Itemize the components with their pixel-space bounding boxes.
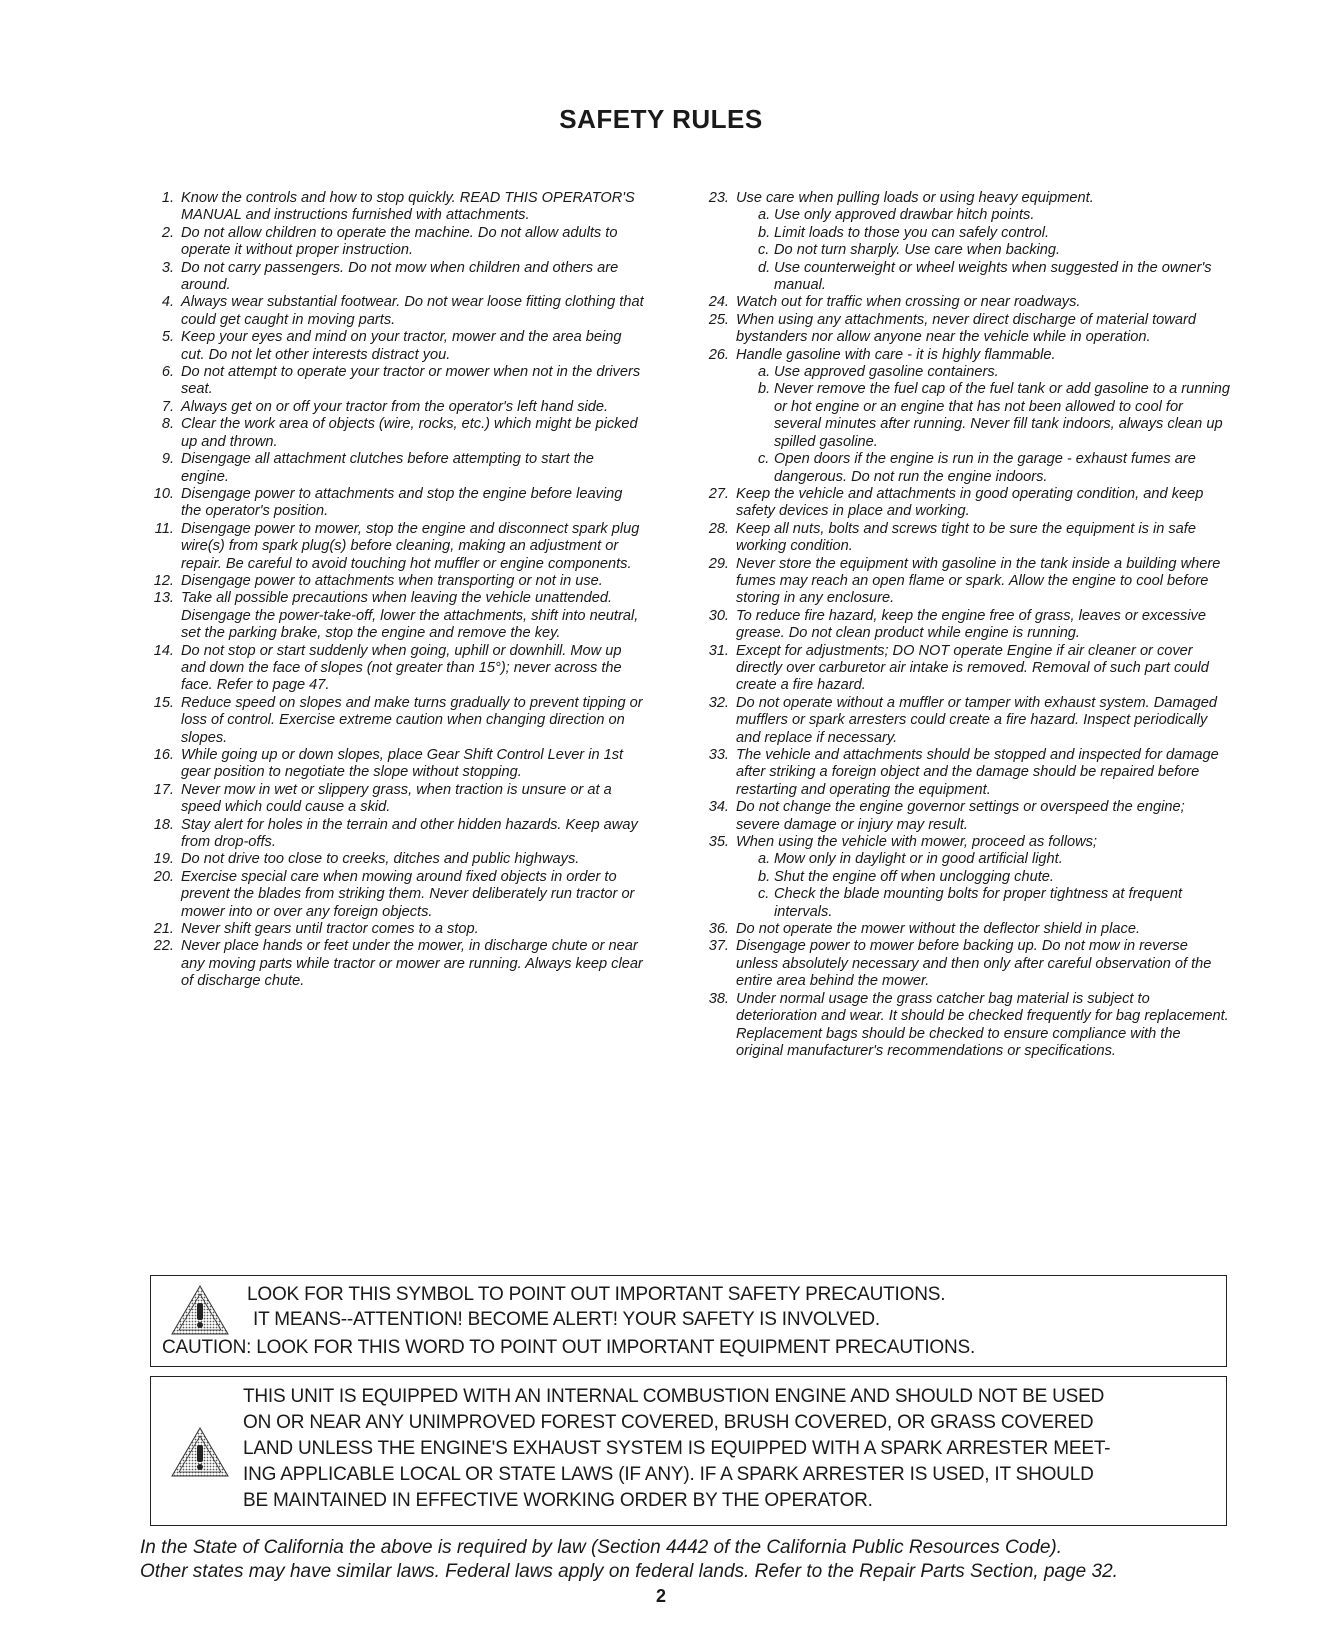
rule-number: 28. [708, 520, 729, 537]
page-title: SAFETY RULES [559, 104, 763, 134]
rule-number: 36. [708, 921, 729, 938]
right-rules-column [705, 190, 1230, 1060]
rule-number: 33. [708, 747, 729, 763]
rule-item [705, 521, 1230, 556]
rule-text: Never mow in wet or slippery grass, when traction is unsure or at a speed which could cause a skid. [181, 781, 612, 816]
rule-text: Disengage power to mower, stop the engine and disconnect spark plug wire(s) from spark plug(s) before cleaning, making an adjustment or repair. Be careful to avoid touching hot muffler or engine components. [181, 520, 640, 572]
rule-number: 5. [161, 329, 174, 346]
rule-number: 12. [153, 572, 174, 589]
rule-subitem [736, 886, 1230, 921]
subitem-letter: b. [758, 381, 771, 398]
rule-number: 27. [708, 485, 729, 502]
rule-item [150, 416, 645, 451]
rule-text: Except for adjustments; DO NOT operate Engine if air cleaner or cover directly over carburetor air intake is removed. Removal of such part could create a fire hazard. [736, 642, 1209, 694]
rule-number: 30. [708, 607, 729, 624]
rule-item [150, 869, 645, 921]
rule-text: Do not operate the mower without the deflector shield in place. [736, 921, 1140, 938]
subitem-letter: b. [758, 224, 771, 241]
subitem-text: Do not turn sharply. Use care when backing. [774, 242, 1061, 259]
subitem-letter: b. [758, 868, 771, 885]
rule-subitem [736, 381, 1230, 451]
caution-line: CAUTION: LOOK FOR THIS WORD TO POINT OUT IMPORTANT EQUIPMENT PRECAUTIONS. [162, 1337, 976, 1358]
rule-number: 24. [708, 294, 729, 311]
rule-item [705, 747, 1230, 799]
footer-note [140, 1536, 1235, 1584]
rule-item [705, 834, 1230, 921]
rule-item [705, 643, 1230, 695]
rule-item [150, 399, 645, 416]
subitem-letter: c. [758, 451, 770, 468]
rule-text: When using any attachments, never direct discharge of material toward bystanders nor allow anyone near the vehicle while in operation. [736, 311, 1196, 346]
rule-number: 18. [153, 816, 174, 833]
rule-text: Do not allow children to operate the machine. Do not allow adults to operate it without proper instruction. [181, 224, 618, 259]
subitem-letter: d. [758, 259, 771, 276]
rule-subitem [736, 851, 1230, 868]
rule-item [150, 817, 645, 852]
rule-text: Disengage power to attachments and stop the engine before leaving the operator's position. [181, 485, 623, 520]
rule-number: 19. [153, 851, 174, 868]
rule-item [705, 556, 1230, 608]
page-number: 2 [655, 1586, 666, 1606]
subitem-text: Use approved gasoline containers. [774, 364, 999, 381]
rule-subitem [736, 260, 1230, 295]
subitem-text: Mow only in daylight or in good artificial light. [774, 851, 1063, 868]
rule-text: Do not change the engine governor settings or overspeed the engine; severe damage or injury may result. [736, 799, 1185, 833]
rule-text: Disengage power to mower before backing up. Do not mow in reverse unless absolutely necessary and then only after careful observation of the entire area behind the mower. [736, 938, 1212, 990]
rule-text: Do not stop or start suddenly when going, uphill or downhill. Mow up and down the face of slopes (not greater than 15°); never across the face. Refer to page 47. [181, 642, 622, 694]
rule-item [150, 782, 645, 817]
rule-item [150, 451, 645, 486]
rule-number: 11. [154, 520, 174, 537]
rule-number: 37. [708, 938, 729, 955]
rule-number: 1. [161, 190, 174, 206]
rule-number: 32. [708, 694, 729, 711]
subitem-letter: a. [758, 851, 771, 868]
rule-item [150, 486, 645, 521]
spark-line: ING APPLICABLE LOCAL OR STATE LAWS (IF ANY). IF A SPARK ARRESTER IS USED, IT SHOULD [243, 1464, 1094, 1485]
rule-item [150, 938, 645, 990]
rule-number: 13. [153, 590, 174, 607]
rule-text: To reduce fire hazard, keep the engine free of grass, leaves or excessive grease. Do not clean product while engine is running. [736, 607, 1206, 642]
rule-number: 16. [153, 747, 174, 763]
subitem-letter: c. [758, 886, 770, 903]
rule-item [150, 260, 645, 295]
rule-number: 35. [708, 834, 729, 851]
subitem-text: Open doors if the engine is run in the garage - exhaust fumes are dangerous. Do not run the engine indoors. [774, 451, 1196, 485]
rule-number: 20. [153, 868, 174, 885]
rule-item [705, 991, 1230, 1061]
rule-text: Never shift gears until tractor comes to a stop. [181, 921, 479, 938]
rule-text: Never place hands or feet under the mower, in discharge chute or near any moving parts while tractor or mower are running. Always keep clear of discharge chute. [181, 938, 643, 990]
rule-item [705, 347, 1230, 486]
rule-text: Do not attempt to operate your tractor or mower when not in the drivers seat. [181, 364, 641, 398]
rule-text: Take all possible precautions when leaving the vehicle unattended. Disengage the power-take-off, lower the attachments, shift into neutral, set the parking brake, stop the engine and remove the key. [181, 590, 639, 642]
rule-text: Watch out for traffic when crossing or near roadways. [736, 294, 1081, 311]
rule-text: Do not carry passengers. Do not mow when children and others are around. [181, 259, 619, 294]
subitem-text: Shut the engine off when unclogging chute. [774, 868, 1054, 885]
rule-item [705, 921, 1230, 938]
rule-text: Do not drive too close to creeks, ditches and public highways. [181, 851, 580, 868]
rule-subitem [736, 364, 1230, 381]
spark-line: LAND UNLESS THE ENGINE'S EXHAUST SYSTEM IS EQUIPPED WITH A SPARK ARRESTER MEET- [243, 1438, 1111, 1459]
warning-icon [170, 1284, 230, 1336]
rule-item [150, 364, 645, 399]
rule-item [150, 695, 645, 747]
symbol-line-2: IT MEANS--ATTENTION! BECOME ALERT! YOUR SAFETY IS INVOLVED. [253, 1309, 880, 1330]
rule-item [150, 747, 645, 782]
rule-text: Handle gasoline with care - it is highly flammable. [736, 346, 1056, 363]
rule-subitem [736, 451, 1230, 486]
rule-text: Reduce speed on slopes and make turns gradually to prevent tipping or loss of control. Exercise extreme caution when changing direction on slopes. [181, 694, 643, 746]
rule-item [705, 608, 1230, 643]
rule-item [150, 643, 645, 695]
rule-text: The vehicle and attachments should be stopped and inspected for damage after striking a foreign object and the damage should be repaired before restarting and operating the equipment. [736, 747, 1219, 798]
rule-text: Always get on or off your tractor from the operator's left hand side. [181, 398, 609, 415]
spark-line: BE MAINTAINED IN EFFECTIVE WORKING ORDER BY THE OPERATOR. [243, 1490, 873, 1511]
rule-number: 25. [708, 311, 729, 328]
rule-number: 7. [161, 398, 174, 415]
rule-text: Keep your eyes and mind on your tractor, mower and the area being cut. Do not let other interests distract you. [181, 329, 622, 363]
rule-item [705, 190, 1230, 294]
rule-text: Disengage all attachment clutches before attempting to start the engine. [181, 451, 594, 485]
rule-item [150, 921, 645, 938]
rule-text: Stay alert for holes in the terrain and other hidden hazards. Keep away from drop-offs. [181, 816, 638, 851]
subitem-text: Never remove the fuel cap of the fuel tank or add gasoline to a running or hot engine or an engine that has not been allowed to cool for several minutes after running. Never fill tank indoors, always clean up spilled gasoline. [774, 381, 1230, 450]
rule-subitem [736, 207, 1230, 224]
rule-number: 6. [161, 364, 174, 381]
rule-item [705, 294, 1230, 311]
footer-line-1: In the State of California the above is required by law (Section 4442 of the California Public Resources Code). [140, 1537, 1063, 1558]
rule-number: 10. [153, 485, 174, 502]
rule-item [150, 225, 645, 260]
warning-icon [170, 1426, 230, 1478]
rule-item [150, 590, 645, 642]
rule-number: 34. [708, 799, 729, 816]
spark-line: ON OR NEAR ANY UNIMPROVED FOREST COVERED, BRUSH COVERED, OR GRASS COVERED [243, 1412, 1094, 1433]
rule-text: Never store the equipment with gasoline in the tank inside a building where fumes may reach an open flame or spark. Allow the engine to cool before storing in any enclosure. [736, 555, 1221, 607]
rule-number: 23. [708, 190, 729, 206]
rule-number: 38. [708, 990, 729, 1007]
rule-number: 15. [153, 694, 174, 711]
rule-number: 31. [708, 642, 729, 659]
rule-text: Disengage power to attachments when transporting or not in use. [181, 572, 603, 589]
rule-text: While going up or down slopes, place Gear Shift Control Lever in 1st gear position to negotiate the slope without stopping. [181, 747, 624, 781]
rule-text: Under normal usage the grass catcher bag material is subject to deterioration and wear. It should be checked frequently for bag replacement. Replacement bags should be checked to ensure compliance with the original manufacturer's recommendations or specifications. [736, 990, 1229, 1059]
rule-number: 4. [161, 294, 174, 311]
footer-line-2: Other states may have similar laws. Federal laws apply on federal lands. Refer to the Repair Parts Section, page 32. [140, 1561, 1118, 1582]
rule-text: Keep all nuts, bolts and screws tight to be sure the equipment is in safe working condition. [736, 520, 1196, 555]
left-rules-column [150, 190, 645, 991]
rule-item [150, 851, 645, 868]
subitem-text: Use only approved drawbar hitch points. [774, 207, 1035, 224]
rule-text: Know the controls and how to stop quickly. READ THIS OPERATOR'S MANUAL and instructions furnished with attachments. [181, 190, 635, 224]
rule-subitem [736, 242, 1230, 259]
subitem-text: Check the blade mounting bolts for proper tightness at frequent intervals. [774, 886, 1183, 920]
rule-number: 22. [153, 938, 174, 955]
subitem-letter: c. [758, 242, 770, 259]
subitem-text: Limit loads to those you can safely control. [774, 224, 1049, 241]
rule-item [150, 190, 645, 225]
symbol-line-1: LOOK FOR THIS SYMBOL TO POINT OUT IMPORTANT SAFETY PRECAUTIONS. [247, 1284, 946, 1305]
rule-text: Keep the vehicle and attachments in good operating condition, and keep safety devices in place and working. [736, 485, 1204, 520]
rule-text: Exercise special care when mowing around fixed objects in order to prevent the blades from striking them. Never deliberately run tractor or mower into or over any foreign objects. [181, 868, 635, 920]
rule-item [150, 521, 645, 573]
spark-line: THIS UNIT IS EQUIPPED WITH AN INTERNAL COMBUSTION ENGINE AND SHOULD NOT BE USED [243, 1386, 1105, 1407]
rule-subitem [736, 225, 1230, 242]
rule-item [150, 294, 645, 329]
rule-number: 26. [708, 346, 729, 363]
rule-text: Use care when pulling loads or using heavy equipment. [736, 190, 1094, 206]
rule-number: 17. [153, 781, 174, 798]
rule-item [705, 312, 1230, 347]
rule-number: 9. [161, 451, 174, 468]
rule-number: 3. [161, 259, 174, 276]
rule-item [705, 799, 1230, 834]
rule-text: Clear the work area of objects (wire, rocks, etc.) which might be picked up and thrown. [181, 416, 638, 450]
rule-number: 21. [153, 921, 174, 938]
rule-text: Always wear substantial footwear. Do not wear loose fitting clothing that could get caught in moving parts. [181, 294, 644, 328]
subitem-letter: a. [758, 207, 771, 224]
rule-item [705, 938, 1230, 990]
rule-number: 14. [153, 642, 174, 659]
rule-number: 2. [161, 224, 174, 241]
rule-item [705, 486, 1230, 521]
rule-text: When using the vehicle with mower, proceed as follows; [736, 834, 1097, 851]
rule-subitem [736, 869, 1230, 886]
rule-number: 8. [161, 416, 174, 433]
rule-number: 29. [708, 555, 729, 572]
subitem-text: Use counterweight or wheel weights when suggested in the owner's manual. [774, 259, 1212, 294]
rule-text: Do not operate without a muffler or tamper with exhaust system. Damaged mufflers or spark arresters could create a fire hazard. Inspect periodically and replace if necessary. [736, 694, 1218, 746]
rule-item [150, 329, 645, 364]
subitem-letter: a. [758, 364, 771, 381]
rule-item [150, 573, 645, 590]
rule-item [705, 695, 1230, 747]
